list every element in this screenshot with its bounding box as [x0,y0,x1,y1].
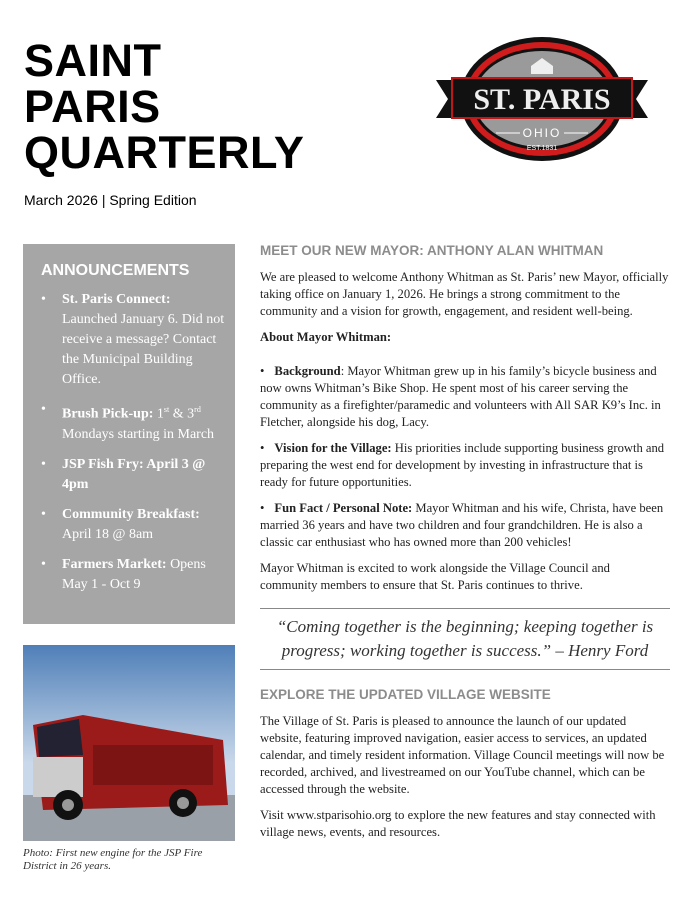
item-text: Launched January 6. Did not receive a message? Contact the Municipal Building Office. [62,312,225,387]
title-line: SAINT [24,35,162,86]
item-text: Opens May 1 - Oct 9 [62,556,206,592]
item-label: Farmers Market: [62,556,167,572]
announcements-heading: ANNOUNCEMENTS [41,262,190,279]
svg-text:EST.1831: EST.1831 [526,145,558,152]
item-label: JSP Fish Fry: April 3 @ 4pm [62,456,206,492]
bullet-label: Fun Fact / Personal Note: [274,501,413,515]
superscript: st [163,405,170,414]
bullet-text: His priorities include supporting business growth and preparing the west end for development by investing in infrastructure that is ready for future opportunities. [260,441,665,489]
superscript: rd [194,405,201,414]
bullet-label: Background [274,364,341,378]
item-label: Community Breakfast: [62,506,200,522]
svg-text:ST. PARIS: ST. PARIS [473,83,611,116]
announcement-item [41,290,225,390]
title-line: PARIS [24,81,161,132]
pull-quote: “Coming together is the beginning; keeping together is progress; working together is success.” – Henry Ford [260,608,670,670]
announcements-panel [23,244,235,624]
item-text: April 18 @ 8am [62,526,154,542]
mayor-closing: Mayor Whitman is excited to work alongside the Village Council and community members to ensure that St. Paris continues to thrive. [260,561,610,592]
website-visit-paragraph: Visit www.stparisohio.org to explore the new features and stay connected with village news, events, and resources. [260,808,656,839]
main-column [260,242,670,850]
fire-engine-photo [23,645,235,841]
bullet-label: Vision for the Village: [274,441,392,455]
item-text: Mondays starting in March [62,426,215,442]
st-paris-logo [436,34,648,164]
bullet-background: • Background: Mayor Whitman grew up in his family’s bicycle business and now owns Whitman’s Bike Shop. He spent most of his career serving the community as a firefighter/paramedic and volunteers with All SAR K9’s Inc. in Fletcher, alongside his dog, Lacy. [260,364,661,429]
svg-text:OHIO: OHIO [522,126,562,140]
announcement-item [41,555,225,595]
mayor-intro: We are pleased to welcome Anthony Whitman as St. Paris’ new Mayor, officially taking office on January 1, 2026. He brings a strong commitment to the community and a vision for growth, engagement, and resident well-being. [260,270,669,318]
announcement-item [41,505,225,545]
mayor-heading: MEET OUR NEW MAYOR: ANTHONY ALAN WHITMAN [260,243,604,258]
announcement-item [41,455,225,495]
about-heading [260,329,670,346]
bullet-text: : Mayor Whitman grew up in his family’s bicycle business and now owns Whitman’s Bike Shop. He spent most of his career serving the community as a firefighter/paramedic and volunteers with All SAR K9’s Inc. in Fletcher, alongside his dog, Lacy. [260,364,661,429]
website-heading: EXPLORE THE UPDATED VILLAGE WEBSITE [260,687,551,702]
announcement-item [41,400,225,445]
bullet-fun-fact: • Fun Fact / Personal Note: Mayor Whitman and his wife, Christa, have been married 36 years and have two children and four grandchildren. He is also a classic car enthusiast who has owned more than 200 vehicles! [260,501,664,549]
title-line: QUARTERLY [24,127,305,178]
newsletter-title [24,35,305,178]
website-paragraph: The Village of St. Paris is pleased to announce the launch of our updated website, featuring improved navigation, easier access to services, an updated calendar, and timely resident information. Village Council meetings will now be recorded, archived, and livestreamed on our YouTube channel, which can be accessed through the website. [260,714,665,796]
bullet-text: Mayor Whitman and his wife, Christa, have been married 36 years and have two children and four grandchildren. He is also a classic car enthusiast who has owned more than 200 vehicles! [260,501,664,549]
item-text: 1 [153,406,164,422]
edition-line: March 2026 | Spring Edition [24,192,197,208]
item-label: St. Paris Connect: [62,292,171,307]
bullet-vision: • Vision for the Village: His priorities include supporting business growth and preparing the west end for development by investing in infrastructure that is ready for future opportunities. [260,441,665,489]
photo-caption: Photo: First new engine for the JSP Fire District in 26 years. [23,847,203,872]
about-label: About Mayor Whitman: [260,330,392,344]
item-text: & 3 [169,406,195,422]
item-label: Brush Pick-up: [62,406,154,422]
